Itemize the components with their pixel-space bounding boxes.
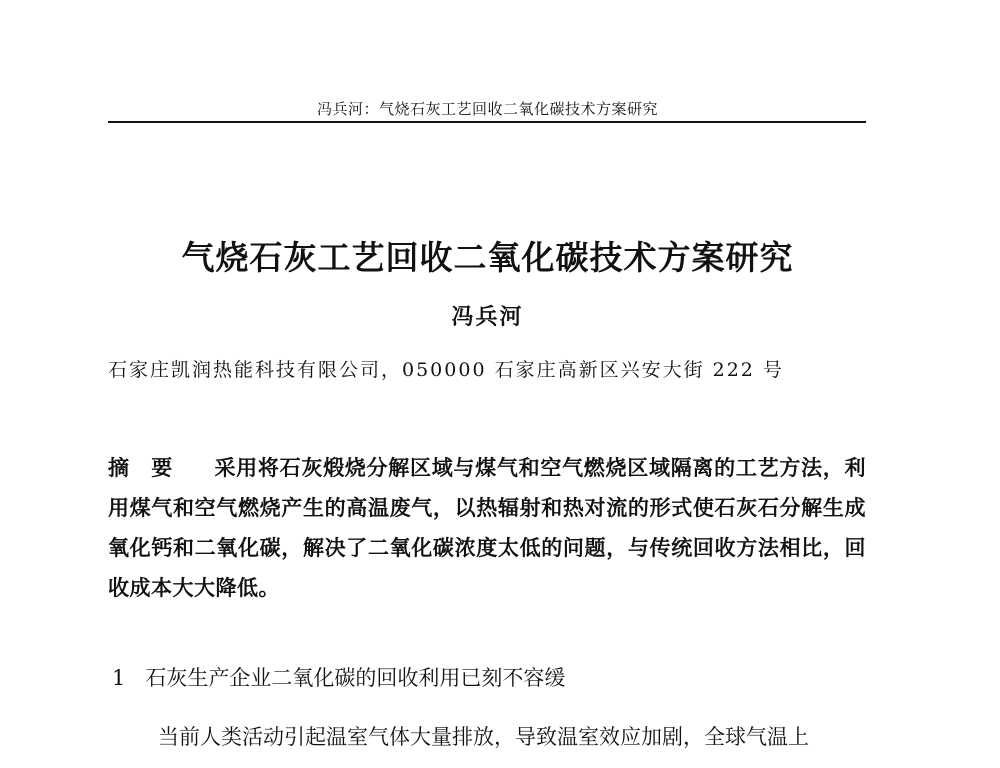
section-number: 1 [112,666,126,690]
author-name: 冯兵河 [451,304,524,330]
running-header: 冯兵河：气烧石灰工艺回收二氧化碳技术方案研究 [316,100,658,118]
body-paragraph: 当前人类活动引起温室气体大量排放，导致温室效应加剧，全球气温上 [158,725,809,749]
author-affiliation: 石家庄凯润热能科技有限公司，050000 石家庄高新区兴安大街 222 号 [108,359,784,381]
abstract-text: 采用将石灰煅烧分解区域与煤气和空气燃烧区域隔离的工艺方法，利用煤气和空气燃烧产生的高温废气，以热辐射和热对流的形式使石灰石分解生成氧化钙和二氧化碳，解决了二氧化碳浓度太低的问题，与传统回收方法相比，回收成本大大降低。 [108,455,866,600]
abstract-label: 摘要 [108,455,195,480]
abstract [108,448,866,608]
header-rule [108,121,866,123]
section-heading [112,662,862,692]
section-title: 石灰生产企业二氧化碳的回收利用已刻不容缓 [145,666,566,690]
article-title: 气烧石灰工艺回收二氧化碳技术方案研究 [181,238,794,277]
